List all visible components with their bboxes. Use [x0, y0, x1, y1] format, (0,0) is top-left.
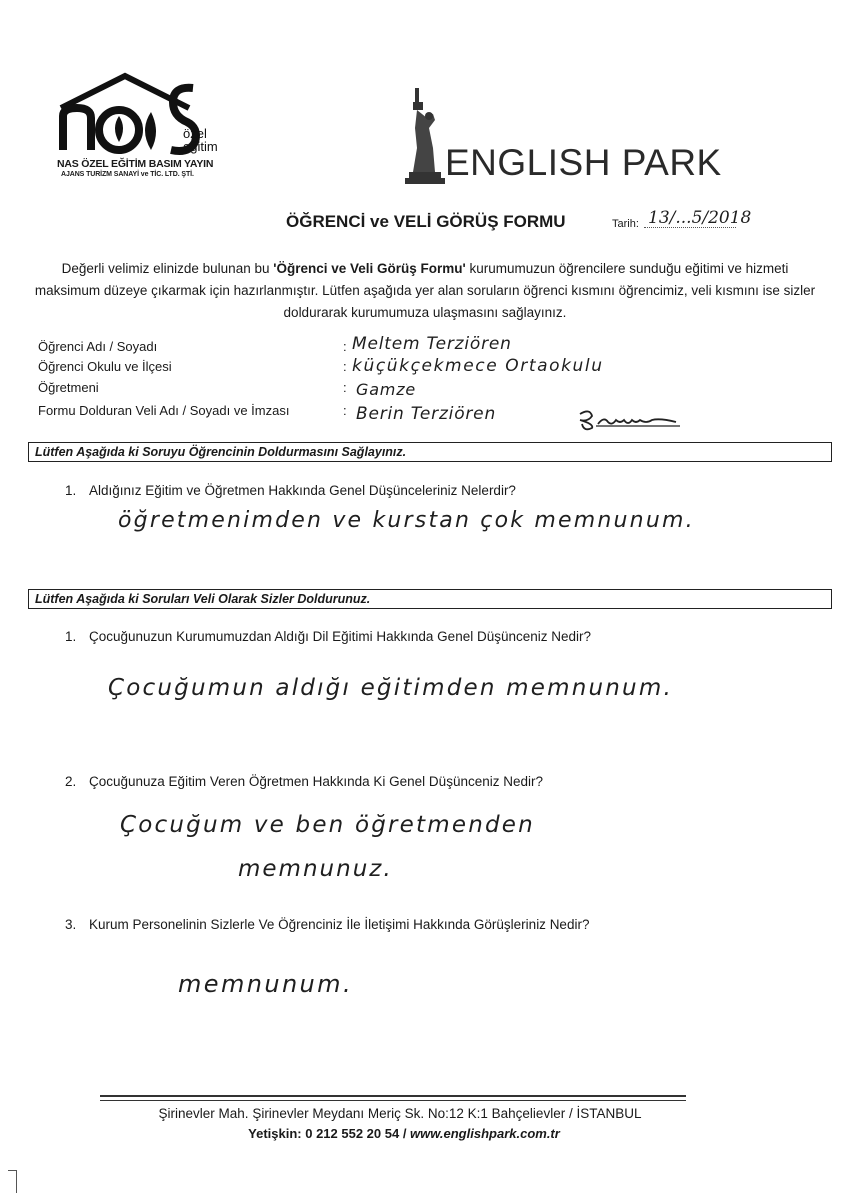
form-title: ÖĞRENCİ ve VELİ GÖRÜŞ FORMU — [286, 212, 566, 231]
intro-bold: 'Öğrenci ve Veli Görüş Formu' — [273, 261, 466, 276]
field-colon: : — [343, 359, 347, 374]
parent-question-3 — [65, 917, 589, 932]
brand-name: ENGLISH PARK — [445, 142, 722, 183]
scan-corner-mark — [8, 1170, 17, 1193]
parent-answer-2-line-1: Çocuğum ve ben öğretmenden — [120, 812, 535, 838]
teacher-value: Gamze — [356, 380, 417, 399]
parent-name-label: Formu Dolduran Veli Adı / Soyadı ve İmzası — [38, 403, 290, 418]
logo-egitim-text: eğitim — [183, 139, 218, 154]
parent-section-heading: Lütfen Aşağıda ki Soruları Veli Olarak Sizler Doldurunuz. — [28, 589, 832, 609]
footer-website-link[interactable]: www.englishpark.com.tr — [410, 1126, 560, 1141]
parent-question-2 — [65, 774, 543, 789]
parent-answer-3: memnunum. — [178, 970, 353, 998]
question-number: 2. — [65, 774, 77, 789]
parent-answer-1: Çocuğumun aldığı eğitimden memnunum. — [108, 675, 673, 701]
question-number: 1. — [65, 629, 77, 644]
english-park-logo — [405, 88, 750, 188]
student-name-label: Öğrenci Adı / Soyadı — [38, 339, 158, 354]
footer-address: Şirinevler Mah. Şirinevler Meydanı Meriç Sk. No:12 K:1 Bahçelievler / İSTANBUL — [158, 1106, 642, 1121]
question-text: Çocuğunuzun Kurumumuzdan Aldığı Dil Eğitimi Hakkında Genel Düşünceniz Nedir? — [89, 629, 592, 644]
student-name-value: Meltem Terziören — [352, 334, 512, 354]
date-value: 13/...5/2018 — [648, 208, 752, 228]
student-question-1 — [65, 483, 516, 498]
field-colon: : — [343, 339, 347, 354]
question-text: Kurum Personelinin Sizlerle Ve Öğrenciniz İle İletişimi Hakkında Görüşleriniz Nedir? — [89, 917, 590, 932]
field-colon: : — [343, 403, 347, 418]
student-answer-1: öğretmenimden ve kurstan çok memnunum. — [118, 508, 695, 533]
logo-company-name: NAS ÖZEL EĞİTİM BASIM YAYIN — [57, 158, 214, 170]
student-school-value: küçükçekmece Ortaokulu — [352, 356, 604, 376]
footer-phone: Yetişkin: 0 212 552 20 54 / — [248, 1126, 411, 1141]
teacher-label: Öğretmeni — [38, 380, 99, 395]
question-text: Aldığınız Eğitim ve Öğretmen Hakkında Genel Düşünceleriniz Nelerdir? — [89, 483, 516, 498]
nas-ozel-egitim-logo — [55, 72, 235, 182]
question-number: 3. — [65, 917, 77, 932]
intro-before: Değerli velimiz elinizde bulunan bu — [61, 261, 274, 276]
field-colon: : — [343, 380, 347, 395]
student-section-heading: Lütfen Aşağıda ki Soruyu Öğrencinin Doldurmasını Sağlayınız. — [28, 442, 832, 462]
date-dotted-line — [644, 227, 736, 228]
question-text: Çocuğunuza Eğitim Veren Öğretmen Hakkında Ki Genel Düşünceniz Nedir? — [89, 774, 543, 789]
parent-signature-icon — [576, 406, 686, 432]
question-number: 1. — [65, 483, 77, 498]
intro-after: kurumumuzun öğrencilere sunduğu eğitimi ve hizmeti maksimum düzeye çıkarmak için hazırlanmıştır. Lütfen aşağıda yer alan soruların öğrenci kısmını öğrencimiz, veli kısmını ise sizler doldurarak kurumumuza ulaşmasını sağlayınız. — [34, 261, 816, 320]
footer-divider — [100, 1095, 686, 1101]
logo-company-subtitle: AJANS TURİZM SANAYİ ve TİC. LTD. ŞTİ. — [61, 171, 194, 178]
parent-answer-2-line-2: memnunuz. — [238, 856, 393, 882]
footer-contact — [0, 1126, 808, 1141]
statue-of-liberty-icon — [405, 88, 445, 186]
parent-name-value: Berin Terziören — [356, 404, 497, 424]
intro-paragraph — [30, 258, 820, 324]
parent-question-1 — [65, 629, 591, 644]
student-school-label: Öğrenci Okulu ve İlçesi — [38, 359, 172, 374]
logo-ozel-text: özel — [183, 126, 207, 141]
date-label: Tarih: — [612, 218, 639, 230]
